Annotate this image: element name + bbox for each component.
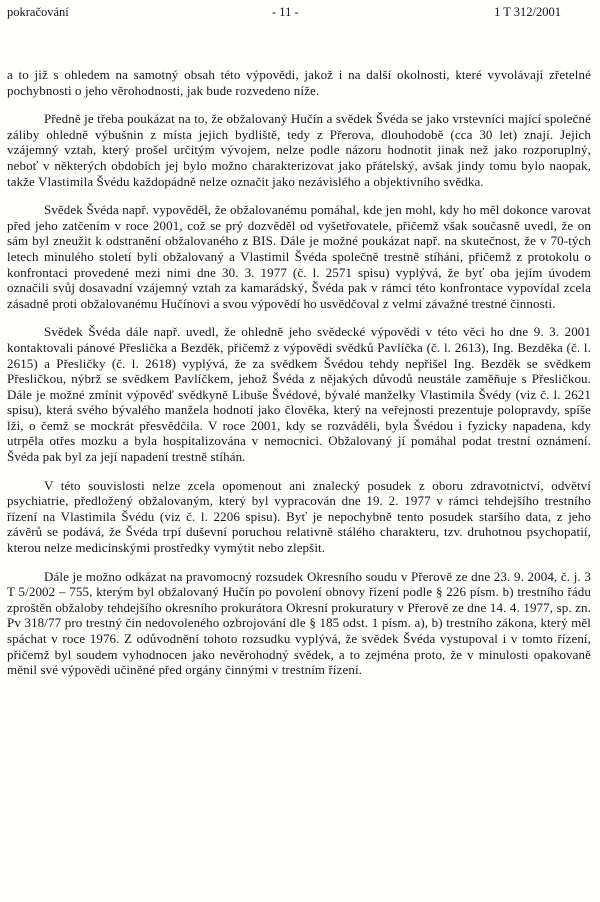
paragraph-2: Předně je třeba poukázat na to, že obžalovaný Hučín a svědek Švéda se jako vrstevníci mající společné záliby ohledně výbušnin z místa jejich bydliště, tedy z Přerova, dlouhodobě (cca 30 let) znají. Jejich vzájemný vztah, který prošel určitým vývojem, nelze podle názoru hodnotit jinak než jako rozporuplný, neboť v některých obdobích jej bylo možno charakterizovat jako přátelský, avšak jindy tomu bylo naopak, takže Vlastimila Švédu každopádně nelze označit jako nezávislého a objektivního svědka. [7,111,591,189]
case-number: 1 T 312/2001 [494,5,561,19]
document-body [7,67,591,678]
paragraph-4: Svědek Švéda dále např. uvedl, že ohledně jeho svědecké výpovědi v této věci ho dne 9. 3. 2001 kontaktovali pánové Přeslička a Bezděk, přičemž z výpovědi svědků Pavlíčka (č. l. 2613), Ing. Bezděka (č. l. 2615) a Přesličky (č. l. 2618) vyplývá, že za svědkem Švédou tehdy nepřišel Ing. Bezděk se svědkem Přesličkou, nýbrž se svědkem Pavlíčkem, jehož Švéda z nějakých důvodů neustále zaměňuje s Přesličkou. Dále je možné zmínit výpověď svědkyně Libuše Švédové, bývalé manželky Vlastimila Švédy (viz č. l. 2621 spisu), která svého bývalého manžela hodnotí jako člověka, který na veřejnosti prezentuje polopravdy, spíše lži, o čemž se mockrát přesvědčila. V roce 2001, kdy se rozváděli, byla Švédou i fyzicky napadena, kdy utrpěla otřes mozku a byla hospitalizována v nemocnici. Obžalovaný jí pomáhal podat trestní oznámení. Švéda pak byl za její napadení trestně stíhán. [7,324,591,465]
paragraph-3: Svědek Švéda např. vypověděl, že obžalovanému pomáhal, kde jen mohl, kdy ho měl dokonce varovat před jeho zatčením v roce 2001, což se prý dozvěděl od vyšetřovatele, přičemž však současně uvedl, že on sám byl zneužit k odstranění obžalovaného z BIS. Dále je možné poukázat např. na skutečnost, že v 70-tých letech minulého století byli obžalovaný a Vlastimil Švéda společně trestně stíháni, přičemž z protokolu o konfrontaci provedené mezi nimi dne 30. 3. 1977 (č. l. 2571 spisu) vyplývá, že byť oba jejím úvodem označili svůj dosavadní vzájemný vztah za kamarádský, Švéda pak v rámci této konfrontace vypovídal zcela zásadně proti obžalovanému Hučínovi a svou výpovědí ho usvědčoval z velmi závažné trestné činnosti. [7,202,591,311]
page-number: - 11 - [272,5,299,19]
paragraph-6: Dále je možno odkázat na pravomocný rozsudek Okresního soudu v Přerově ze dne 23. 9. 2004, č. j. 3 T 5/2002 – 755, kterým byl obžalovaný Hučín po povolení obnovy řízení podle § 226 písm. b) trestního řádu zproštěn obžaloby tehdejšího okresního prokurátora Okresní prokuratury v Přerově ze dne 14. 4. 1977, sp. zn. Pv 318/77 pro trestný čin nedovoleného ozbrojování dle § 185 odst. 1 písm. a), b) trestního zákona, který měl spáchat v roce 1976. Z odůvodnění tohoto rozsudku vyplývá, že svědek Švéda vystupoval i v tomto řízení, přičemž byl soudem vyhodnocen jako nevěrohodný svědek, a to zejména proto, že v minulosti opakovaně měnil své výpovědi učiněné před orgány činnými v trestním řízení. [7,568,591,678]
paragraph-5: V této souvislosti nelze zcela opomenout ani znalecký posudek z oboru zdravotnictví, odvětví psychiatrie, předložený obžalovaným, který byl vypracován dne 19. 2. 1977 v rámci tehdejšího trestního řízení na Vlastimila Švédu (viz č. l. 2206 spisu). Byť je nepochybně tento posudek staršího data, z jeho závěrů se podává, že Švéda trpí duševní poruchou relativně stálého charakteru, tzv. druhotnou psychopatií, kterou nelze medicinskými prostředky vymýtit nebo zlepšit. [7,477,591,556]
continuation-label: pokračování [7,5,69,19]
paragraph-1: a to již s ohledem na samotný obsah této výpovědi, jakož i na další okolnosti, které vyvolávají zřetelné pochybnosti o jeho věrohodnosti, jak bude rozvedeno níže. [7,67,591,98]
page-header [7,5,591,21]
